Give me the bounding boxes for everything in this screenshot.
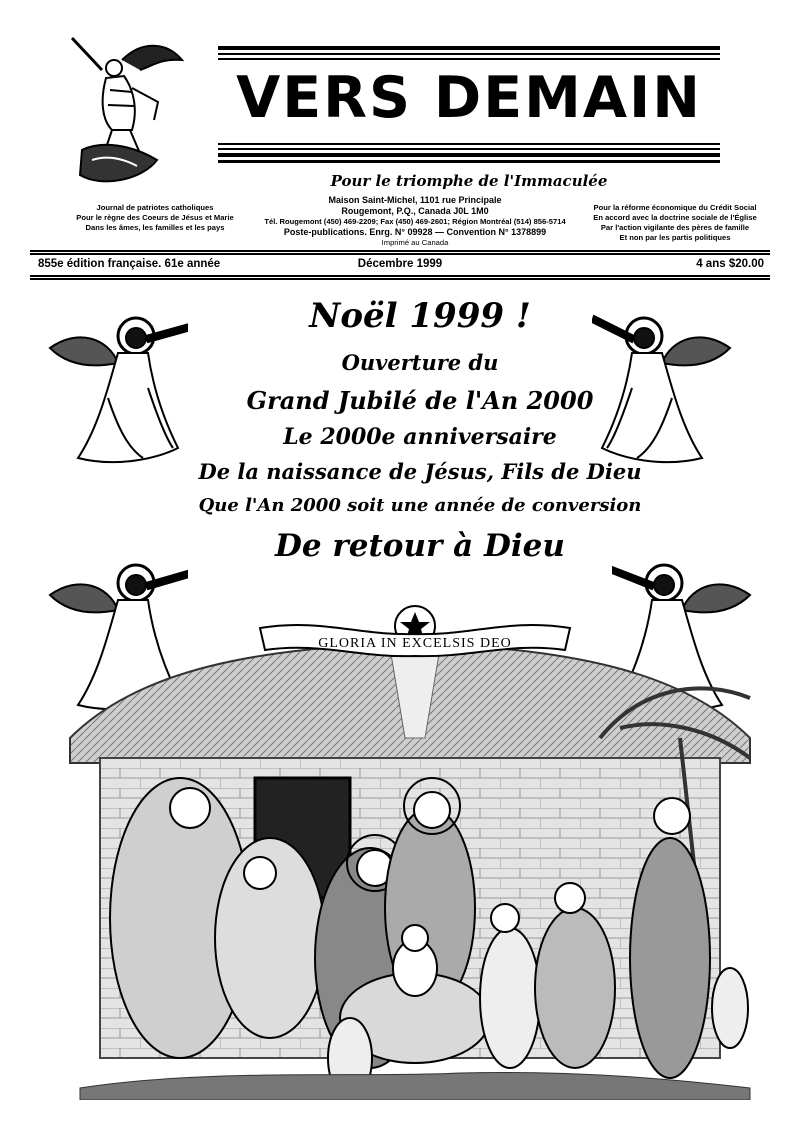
subscription-price: 4 ans $20.00	[696, 258, 764, 270]
newspaper-title: VERS DEMAIN	[236, 65, 702, 131]
saint-michael-logo	[62, 30, 186, 190]
mission-line: Par l'action vigilante des pères de famille	[600, 223, 750, 232]
phone-line: Tél. Rougemont (450) 469-2209; Fax (450) 469-2601; Région Montréal (514) 856-5714	[264, 217, 566, 226]
publisher-address	[252, 195, 578, 248]
address-line: Maison Saint-Michel, 1101 rue Principale	[328, 195, 502, 205]
registration-line: Poste-publications. Enrg. N° 09928 — Convention N° 1378899	[283, 227, 547, 237]
issue-date: Décembre 1999	[357, 258, 443, 270]
mission-line: Dans les âmes, les familles et les pays	[85, 223, 225, 232]
headline-noel: Noël 1999 !	[309, 296, 531, 336]
headline-line: Ouverture du	[341, 350, 499, 375]
headline-retour: De retour à Dieu	[275, 528, 565, 564]
printed-line: Imprimé au Canada	[381, 238, 449, 247]
left-mission-block	[60, 203, 250, 233]
mission-line: Et non par les partis politiques	[619, 233, 731, 242]
mission-line: En accord avec la doctrine sociale de l'Église	[593, 213, 757, 222]
address-line: Rougemont, P.Q., Canada J0L 1M0	[341, 206, 489, 216]
mission-line: Pour la réforme économique du Crédit Social	[593, 203, 757, 212]
edition-bar	[30, 250, 770, 280]
gloria-banner-text: GLORIA IN EXCELSIS DEO	[318, 636, 512, 651]
headline-line: Grand Jubilé de l'An 2000	[246, 386, 594, 415]
headline-line: De la naissance de Jésus, Fils de Dieu	[198, 459, 642, 484]
mission-line: Pour le règne des Coeurs de Jésus et Marie	[76, 213, 234, 222]
edition-number: 855e édition française. 61e année	[38, 258, 221, 270]
nativity-scene-illustration	[60, 588, 760, 1100]
headline-line: Que l'An 2000 soit une année de conversion	[198, 495, 642, 516]
right-mission-block	[580, 203, 770, 243]
tagline: Pour le triomphe de l'Immaculée	[330, 172, 608, 190]
mission-line: Journal de patriotes catholiques	[96, 203, 214, 212]
masthead	[218, 46, 720, 168]
headline-line: Le 2000e anniversaire	[283, 424, 557, 450]
